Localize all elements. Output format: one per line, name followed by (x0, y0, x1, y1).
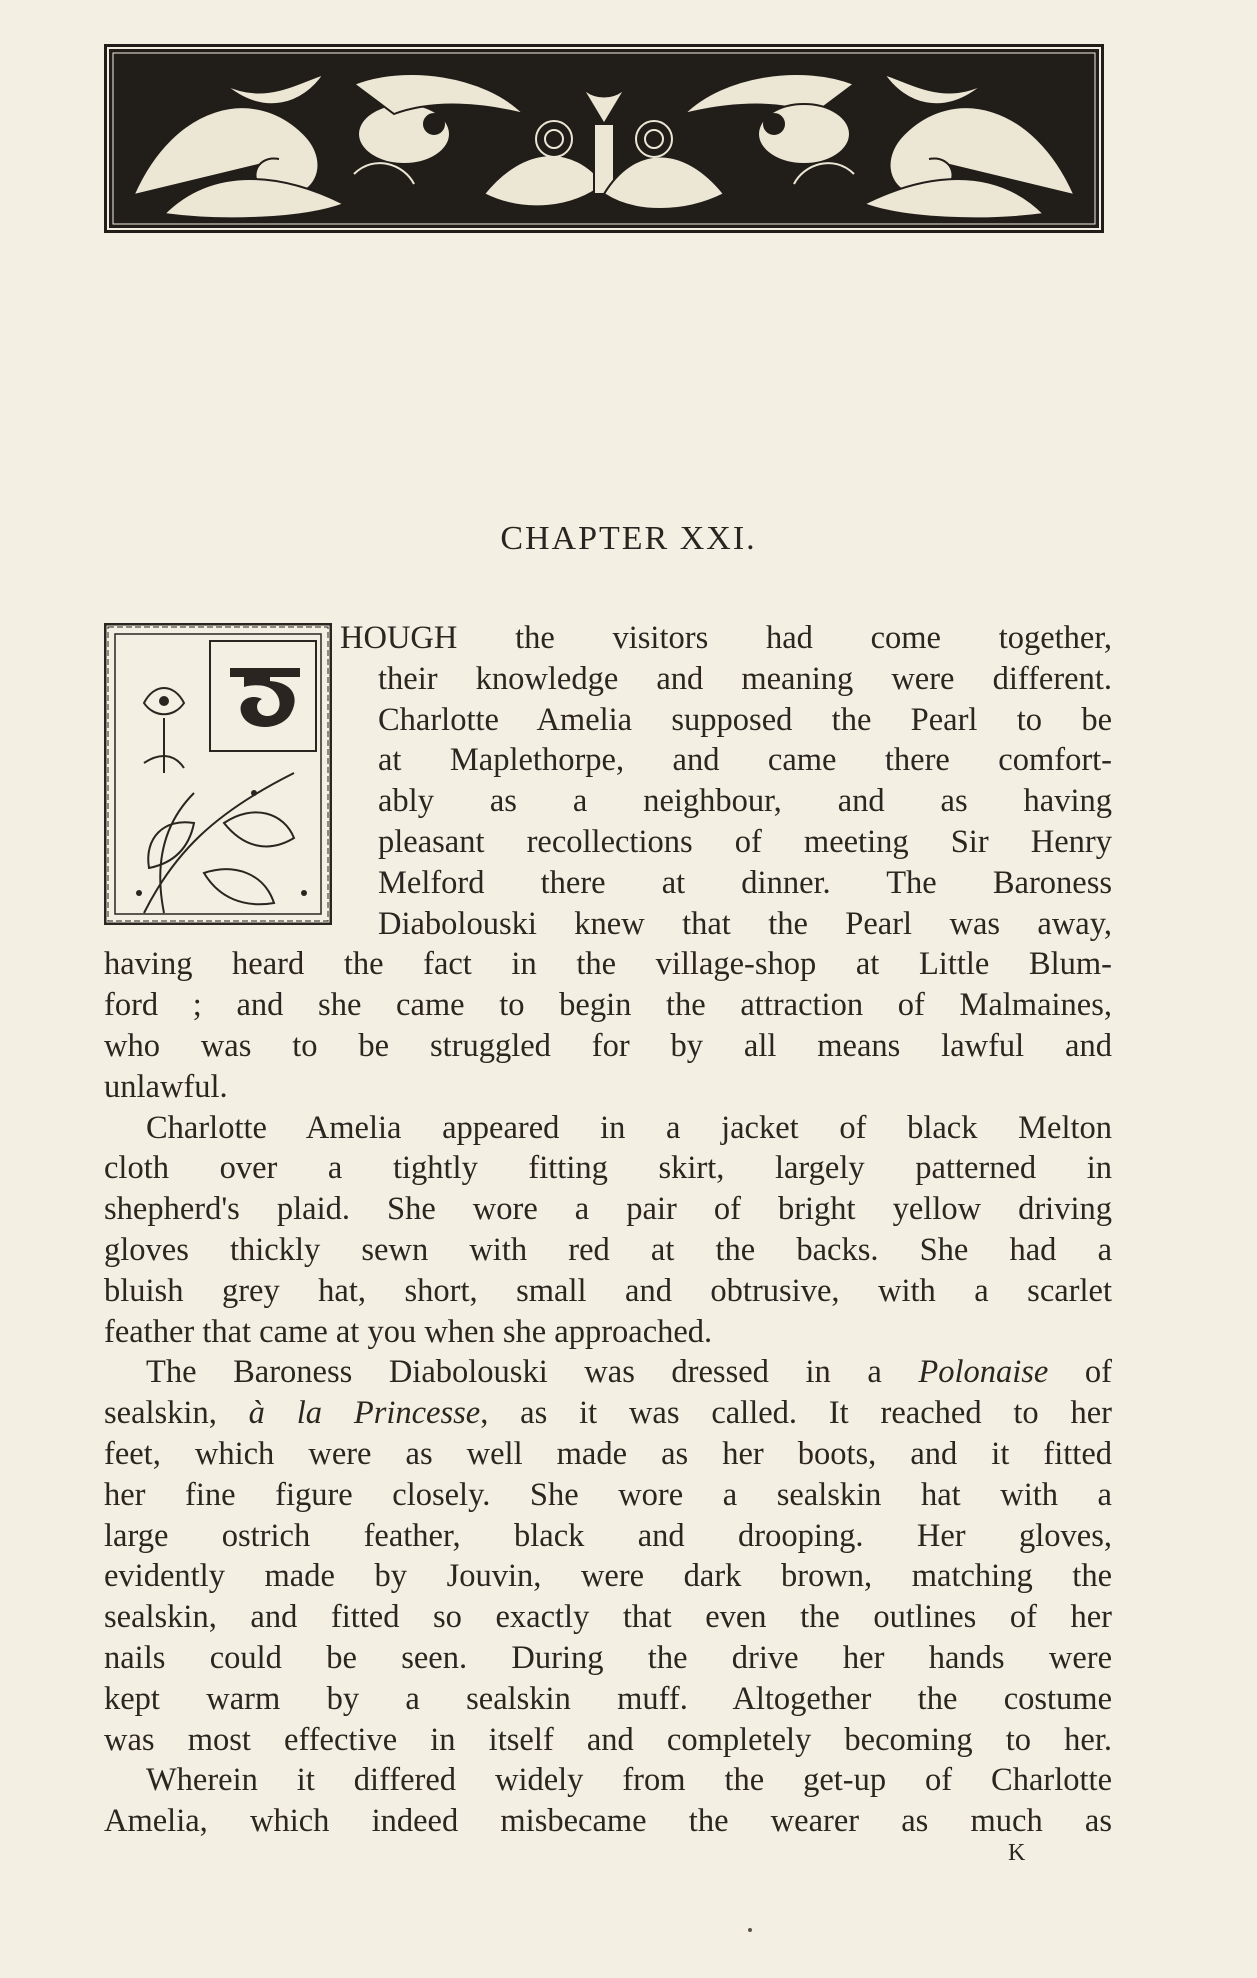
opening-paragraph (104, 618, 1112, 1842)
text-line: HOUGH the visitors had come together, (340, 620, 1112, 656)
text-fragment: of (1048, 1354, 1112, 1391)
text-fragment: The Baroness Diabolouski was dressed in a (146, 1354, 919, 1391)
text-line: shepherd's plaid. She wore a pair of bright yellow driving (104, 1191, 1112, 1228)
text-line: at Maplethorpe, and came there comfort- (378, 742, 1112, 779)
text-line: gloves thickly sewn with red at the backs. She had a (104, 1231, 1112, 1268)
chapter-title: CHAPTER XXI. (500, 520, 757, 557)
text-line: cloth over a tightly fitting skirt, largely patterned in (104, 1150, 1112, 1187)
text-line: ford ; and she came to begin the attraction of Malmaines, (104, 987, 1112, 1024)
text-line: her fine figure closely. She wore a sealskin hat with a (104, 1476, 1112, 1513)
text-line: unlawful. (104, 1068, 228, 1105)
text-line: feet, which were as well made as her boots, and it fitted (104, 1435, 1112, 1472)
text-line: Charlotte Amelia appeared in a jacket of black Melton (146, 1109, 1112, 1146)
text-line: Amelia, which indeed misbecame the wearer as much as (104, 1803, 1112, 1840)
text-line: Diabolouski knew that the Pearl was away, (378, 905, 1112, 942)
text-line: pleasant recollections of meeting Sir Henry (378, 823, 1112, 860)
text-line: Charlotte Amelia supposed the Pearl to be (378, 701, 1112, 738)
text-line: kept warm by a sealskin muff. Altogether the costume (104, 1680, 1112, 1717)
headpiece-ornament-icon (104, 44, 1104, 233)
text-line: having heard the fact in the village-shop at Little Blum- (104, 946, 1112, 983)
page-speck (748, 1928, 752, 1932)
text-line: their knowledge and meaning were different. (378, 660, 1112, 697)
text-line: who was to be struggled for by all means lawful and (104, 1027, 1112, 1064)
text-line: large ostrich feather, black and drooping. Her gloves, (104, 1517, 1112, 1554)
text-line: Melford there at dinner. The Baroness (378, 864, 1112, 901)
text-line: bluish grey hat, short, small and obtrusive, with a scarlet (104, 1272, 1112, 1309)
italic-term: Polonaise (918, 1354, 1049, 1391)
text-line: feather that came at you when she approached. (104, 1313, 713, 1350)
text-line: nails could be seen. During the drive her hands were (104, 1639, 1112, 1676)
text-line (104, 1393, 1112, 1434)
italic-term: à la Princesse (248, 1395, 481, 1432)
text-fragment: , as it was called. It reached to her (480, 1395, 1112, 1432)
text-line: was most effective in itself and completely becoming to her. (104, 1721, 1112, 1758)
text-line: ably as a neighbour, and as having (378, 783, 1112, 820)
text-line: Wherein it differed widely from the get-up of Charlotte (146, 1762, 1112, 1799)
text-fragment: sealskin, (104, 1395, 249, 1432)
text-line: evidently made by Jouvin, were dark brown, matching the (104, 1558, 1112, 1595)
signature-mark: K (1008, 1840, 1027, 1866)
ornamental-headpiece (104, 44, 1104, 233)
text-line: sealskin, and fitted so exactly that even the outlines of her (104, 1599, 1112, 1636)
text-line (104, 1352, 1112, 1393)
